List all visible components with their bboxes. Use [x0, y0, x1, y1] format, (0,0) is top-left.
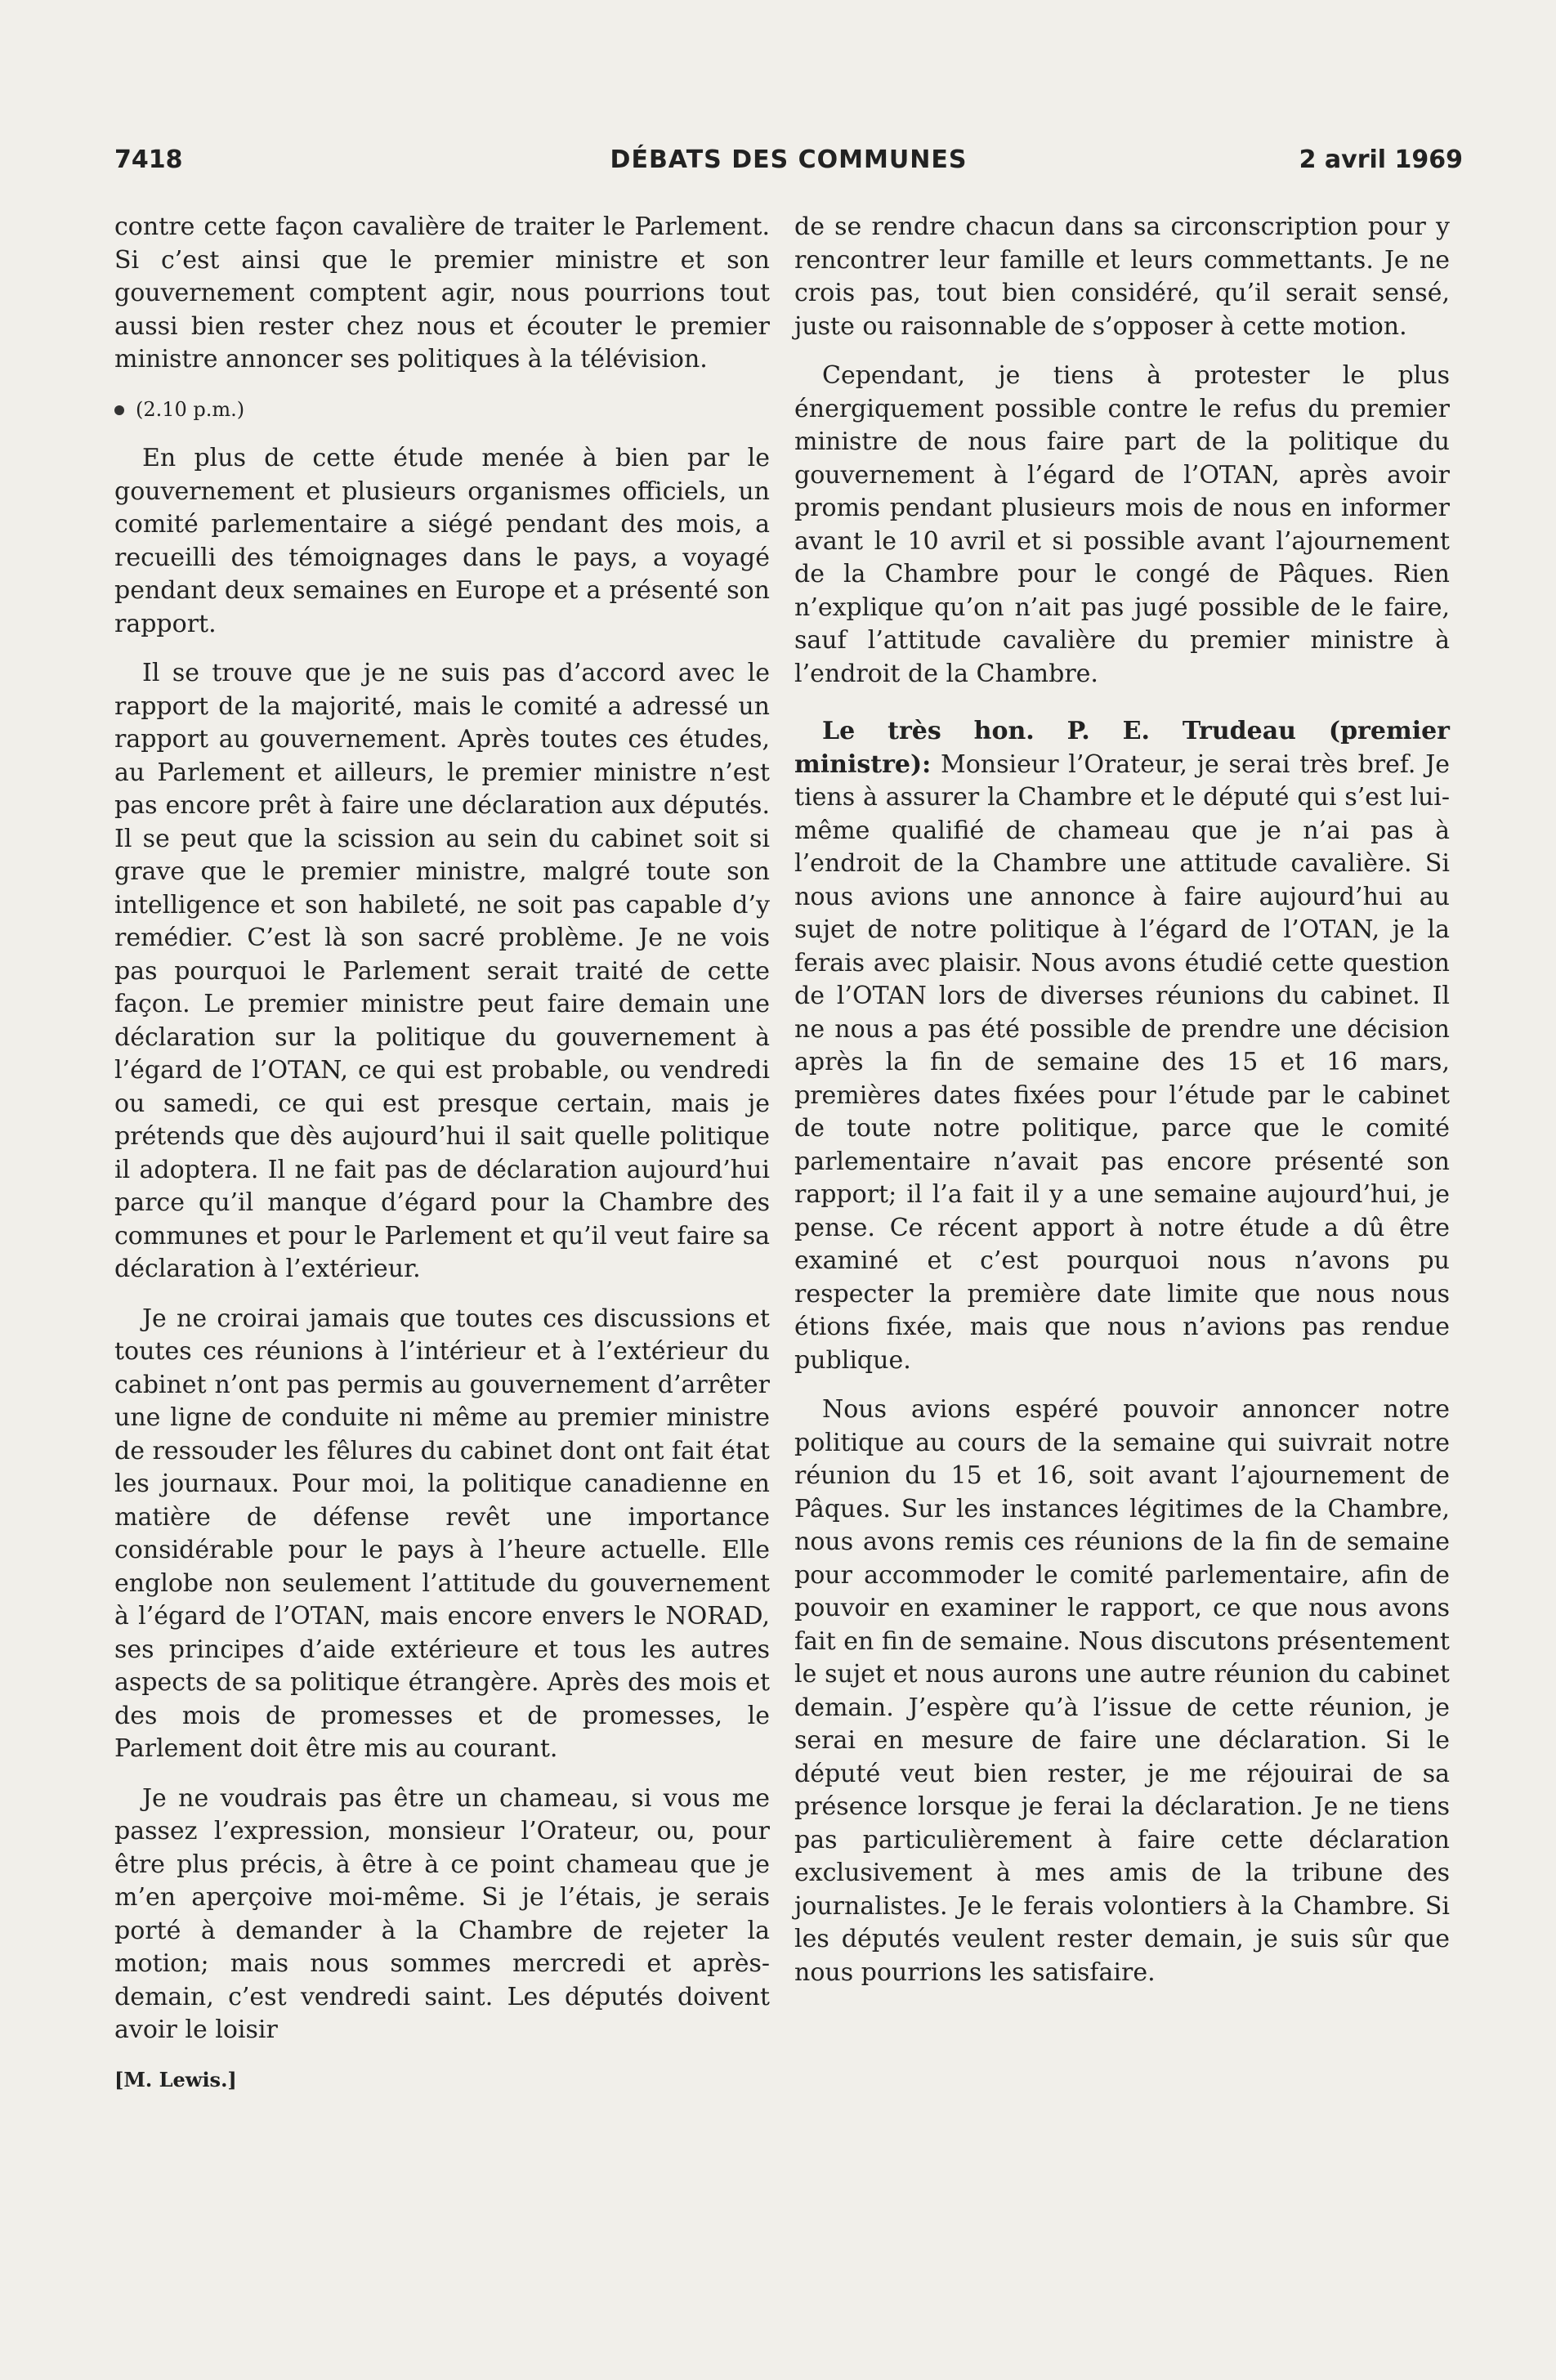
publication-title: DÉBATS DES COMMUNES: [610, 145, 968, 174]
page-date: 2 avril 1969: [1299, 145, 1463, 174]
time-stamp: (2.10 p.m.): [136, 397, 245, 421]
paragraph: contre cette façon cavalière de traiter le Parlement. Si c’est ainsi que le premier ministre et son gouvernement comptent agir, nous pourrions tout aussi bien rester chez nous et écouter le premier ministre annoncer ses politiques à la télévision.: [114, 212, 770, 374]
speech-text: Monsieur l’Orateur, je serai très bref. Je tiens à assurer la Chambre et le député qui s’est lui-même qualifié de chameau que je n’ai pas à l’endroit de la Chambre une attitude cavalière. Si nous avions une annonce à faire aujourd’hui au sujet de notre politique à l’égard de l’OTAN, je la ferais avec plaisir. Nous avons étudié cette question de l’OTAN lors de diverses réunions du cabinet. Il ne nous a pas été possible de prendre une décision après la fin de semaine des 15 et 16 mars, premières dates fixées pour l’étude par le cabinet de toute notre politique, parce que le comité parlementaire n’avait pas encore présenté son rapport; il l’a fait il y a une semaine aujourd’hui, je pense. Ce récent apport à notre étude a dû être examiné et c’est pourquoi nous n’avons pu respecter la première date limite que nous nous étions fixée, mais que nous n’avions pas rendue publique.: [794, 749, 1450, 1375]
time-marker: [114, 393, 770, 427]
page-header: [114, 145, 1463, 185]
bullet-icon: [114, 405, 124, 415]
left-column: [114, 211, 770, 2096]
paragraph: Il se trouve que je ne suis pas d’accord avec le rapport de la majorité, mais le comité a adressé un rapport au gouvernement. Après toutes ces études, au Parlement et ailleurs, le premier ministre n’est pas encore prêt à faire une déclaration aux députés. Il se peut que la scission au sein du cabinet soit si grave que le premier ministre, malgré toute son intelligence et son habileté, ne soit pas capable d’y remédier. C’est là son sacré problème. Je ne vois pas pourquoi le Parlement serait traité de cette façon. Le premier ministre peut faire demain une déclaration sur la politique du gouvernement à l’égard de l’OTAN, ce qui est probable, ou vendredi ou samedi, ce qui est presque certain, mais je prétends que dès aujourd’hui il sait quelle politique il adoptera. Il ne fait pas de déclaration aujourd’hui parce qu’il manque d’égard pour la Chambre des communes et pour le Parlement et qu’il veut faire sa déclaration à l’extérieur.: [114, 659, 770, 1283]
paragraph: En plus de cette étude menée à bien par le gouvernement et plusieurs organismes officiels, un comité parlementaire a siégé pendant des mois, a recueilli des témoignages dans le pays, a voyagé pendant deux semaines en Europe et a présenté son rapport.: [114, 444, 770, 638]
paragraph: Nous avions espéré pouvoir annoncer notre politique au cours de la semaine qui suivrait notre réunion du 15 et 16, soit avant l’ajournement de Pâques. Sur les instances légitimes de la Chambre, nous avons remis ces réunions de la fin de semaine pour accommoder le comité parlementaire, afin de pouvoir en examiner le rapport, ce que nous avons fait en fin de semaine. Nous discutons présentement le sujet et nous aurons une autre réunion du cabinet demain. J’espère qu’à l’issue de cette réunion, je serai en mesure de faire une déclaration. Si le député veut bien rester, je me réjouirai de sa présence lorsque je ferai la déclaration. Je ne tiens pas particulièrement à faire cette déclaration exclusivement à mes amis de la tribune des journalistes. Je le ferais volontiers à la Chambre. Si les députés veulent rester demain, je suis sûr que nous pourrions les satisfaire.: [794, 1395, 1450, 1987]
paragraph: Je ne croirai jamais que toutes ces discussions et toutes ces réunions à l’intérieur et à l’extérieur du cabinet n’ont pas permis au gouvernement d’arrêter une ligne de conduite ni même au premier ministre de ressouder les fêlures du cabinet dont ont fait état les journaux. Pour moi, la politique canadienne en matière de défense revêt une importance considérable pour le pays à l’heure actuelle. Elle englobe non seulement l’attitude du gouvernement à l’égard de l’OTAN, mais encore envers le NORAD, ses principes d’aide extérieure et tous les autres aspects de sa politique étrangère. Après des mois et des mois de promesses et de promesses, le Parlement doit être mis au courant.: [114, 1304, 770, 1763]
paragraph: de se rendre chacun dans sa circonscription pour y rencontrer leur famille et leurs commettants. Je ne crois pas, tout bien considéré, qu’il serait sensé, juste ou raisonnable de s’opposer à cette motion.: [794, 212, 1450, 341]
speech-paragraph: [794, 715, 1450, 1377]
speaker-name: Le très hon. P. E. Trudeau (premier ministre):: [794, 717, 1450, 779]
speaker-signature: [M. Lewis.]: [114, 2067, 237, 2091]
paragraph: Cependant, je tiens à protester le plus énergiquement possible contre le refus du premier ministre de nous faire part de la politique du gouvernement à l’égard de l’OTAN, après avoir promis pendant plusieurs mois de nous en informer avant le 10 avril et si possible avant l’ajournement de la Chambre pour le congé de Pâques. Rien n’explique qu’on n’ait pas jugé possible de le faire, sauf l’attitude cavalière du premier ministre à l’endroit de la Chambre.: [794, 361, 1450, 688]
paragraph: Je ne voudrais pas être un chameau, si vous me passez l’expression, monsieur l’Orateur, ou, pour être plus précis, à être à ce point chameau que je m’en aperçoive moi-même. Si je l’étais, je serais porté à demander à la Chambre de rejeter la motion; mais nous sommes mercredi et après-demain, c’est vendredi saint. Les députés doivent avoir le loisir: [114, 1783, 770, 2044]
page-number: 7418: [114, 145, 183, 174]
right-column: [794, 211, 1450, 2006]
